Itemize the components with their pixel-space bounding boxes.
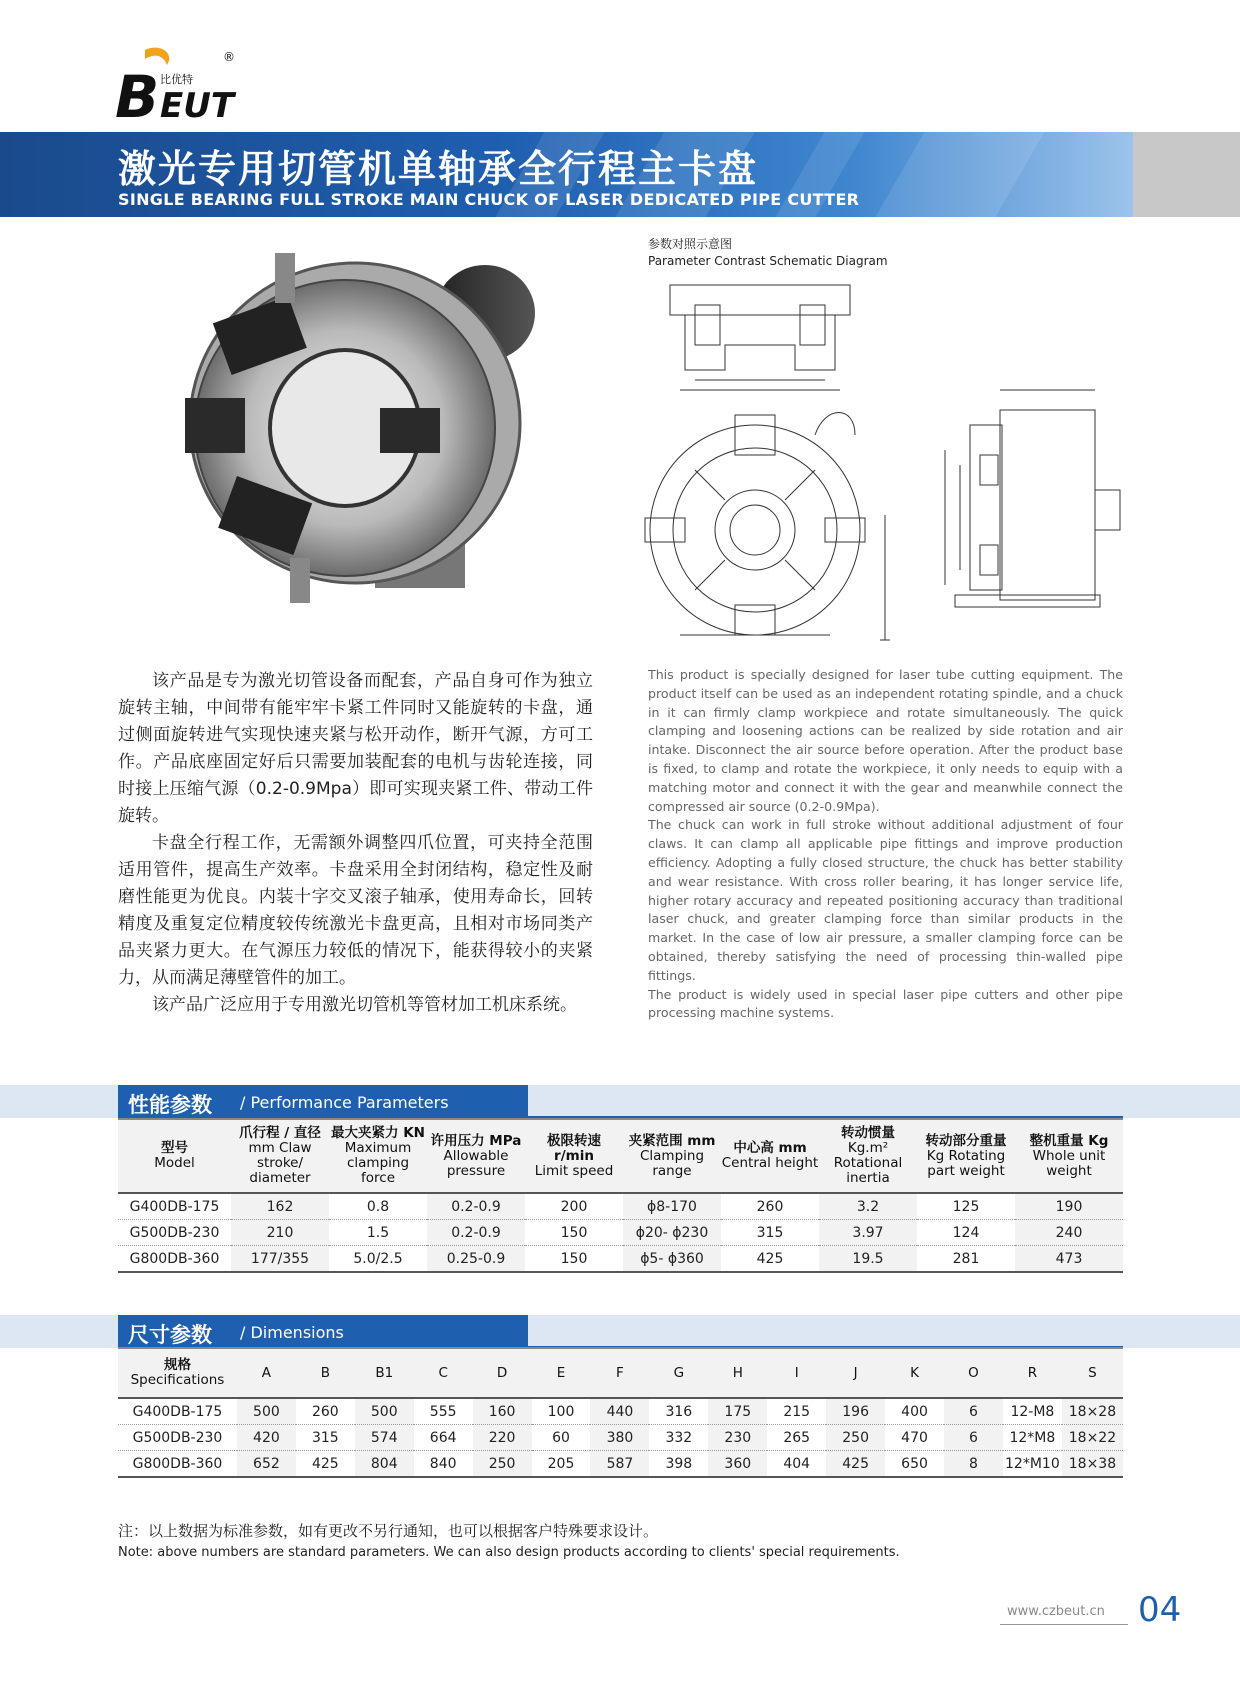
- header-specifications: 规格 Specifications: [118, 1348, 237, 1398]
- table-cell: 205: [532, 1451, 591, 1478]
- table-cell: 18×38: [1062, 1451, 1123, 1478]
- performance-header-row: [118, 1119, 1123, 1193]
- website-url: www.czbeut.cn: [1007, 1604, 1105, 1619]
- dimensions-header-row: [118, 1348, 1123, 1398]
- table-cell: 316: [649, 1398, 708, 1425]
- table-cell: 555: [414, 1398, 473, 1425]
- table-cell: 265: [767, 1425, 826, 1451]
- dimensions-section-title: [118, 1315, 528, 1348]
- product-photo: [180, 248, 540, 618]
- note-en: Note: above numbers are standard parameters. We can also design products according to clients' special requirements.: [118, 1545, 900, 1560]
- svg-text:比优特: 比优特: [160, 73, 193, 86]
- table-cell: 500: [237, 1398, 296, 1425]
- description-en-paragraph: The product is widely used in special laser pipe cutters and other pipe processing machine systems.: [648, 986, 1123, 1021]
- header-col: F: [590, 1348, 649, 1398]
- table-cell: 804: [355, 1451, 414, 1478]
- table-cell: 332: [649, 1425, 708, 1451]
- header-unit-weight: 整机重量 Kg Whole unit weight: [1015, 1119, 1123, 1193]
- performance-section-title: [118, 1085, 528, 1118]
- table-cell: 500: [355, 1398, 414, 1425]
- header-col: R: [1003, 1348, 1062, 1398]
- table-cell: 3.2: [819, 1193, 917, 1220]
- table-cell: ɸ5- ɸ360: [623, 1246, 721, 1273]
- table-cell: 260: [296, 1398, 355, 1425]
- table-cell: G400DB-175: [118, 1193, 231, 1220]
- header-col: B: [296, 1348, 355, 1398]
- header-col: E: [532, 1348, 591, 1398]
- table-cell: 574: [355, 1425, 414, 1451]
- diagram-label-en: Parameter Contrast Schematic Diagram: [648, 254, 888, 268]
- table-row: [118, 1246, 1123, 1273]
- table-cell: G400DB-175: [118, 1398, 237, 1425]
- table-cell: 160: [473, 1398, 532, 1425]
- table-cell: G500DB-230: [118, 1425, 237, 1451]
- page-title-zh: 激光专用切管机单轴承全行程主卡盘: [118, 147, 759, 191]
- header-clamping-range: 夹紧范围 mm Clamping range: [623, 1119, 721, 1193]
- header-clamping-force: 最大夹紧力 KN Maximum clamping force: [329, 1119, 427, 1193]
- header-rotating-weight: 转动部分重量 Kg Rotating part weight: [917, 1119, 1015, 1193]
- table-cell: 240: [1015, 1220, 1123, 1246]
- description-zh-paragraph: 卡盘全行程工作，无需额外调整四爪位置，可夹持全范围适用管件，提高生产效率。卡盘采用全封闭结构，稳定性及耐磨性能更为优良。内装十字交叉滚子轴承，使用寿命长，回转精度及重复定位精度较传统激光卡盘更高，且相对市场同类产品夹紧力更大。在气源压力较低的情况下，能获得较小的夹紧力，从而满足薄壁管件的加工。: [118, 833, 593, 988]
- table-cell: 420: [237, 1425, 296, 1451]
- header-rotational-inertia: 转动惯量 Kg.m² Rotational inertia: [819, 1119, 917, 1193]
- page-number: 04: [1138, 1590, 1182, 1630]
- table-cell: 100: [532, 1398, 591, 1425]
- table-row: [118, 1193, 1123, 1220]
- diagram-label: [648, 236, 888, 270]
- table-cell: 124: [917, 1220, 1015, 1246]
- table-cell: 18×28: [1062, 1398, 1123, 1425]
- table-cell: 8: [944, 1451, 1003, 1478]
- table-cell: 162: [231, 1193, 329, 1220]
- table-cell: 650: [885, 1451, 944, 1478]
- table-cell: 1.5: [329, 1220, 427, 1246]
- description-en-paragraph: The chuck can work in full stroke without additional adjustment of four claws. It can clamp all applicable pipe fittings and improve production efficiency. Adopting a fully closed structure, the chuck has better stability and wear resistance. With cross roller bearing, it has longer service life, higher rotary accuracy and repeated positioning accuracy than traditional laser chuck, and greater clamping force than similar products in the market. In the case of low air pressure, a smaller clamping force can be obtained, thereby satisfying the need of processing thin-walled pipe fittings.: [648, 817, 1123, 983]
- header-col: B1: [355, 1348, 414, 1398]
- table-cell: 19.5: [819, 1246, 917, 1273]
- header-col: I: [767, 1348, 826, 1398]
- table-cell: 60: [532, 1425, 591, 1451]
- table-cell: 315: [296, 1425, 355, 1451]
- table-cell: 664: [414, 1425, 473, 1451]
- table-row: [118, 1398, 1123, 1425]
- dimensions-table: [118, 1347, 1123, 1478]
- description-zh: [118, 668, 593, 1019]
- table-cell: ɸ8-170: [623, 1193, 721, 1220]
- table-row: [118, 1220, 1123, 1246]
- table-cell: 190: [1015, 1193, 1123, 1220]
- header-col: C: [414, 1348, 473, 1398]
- diagram-label-zh: 参数对照示意图: [648, 237, 733, 251]
- table-cell: 281: [917, 1246, 1015, 1273]
- table-cell: 0.25-0.9: [427, 1246, 525, 1273]
- table-cell: 150: [525, 1246, 623, 1273]
- brand-logo: [115, 45, 255, 125]
- table-cell: 196: [826, 1398, 885, 1425]
- table-cell: 12*M10: [1003, 1451, 1062, 1478]
- table-cell: 210: [231, 1220, 329, 1246]
- table-cell: 473: [1015, 1246, 1123, 1273]
- table-cell: 12*M8: [1003, 1425, 1062, 1451]
- table-cell: 175: [708, 1398, 767, 1425]
- table-cell: 652: [237, 1451, 296, 1478]
- table-cell: 360: [708, 1451, 767, 1478]
- note-zh: 注：以上数据为标准参数，如有更改不另行通知，也可以根据客户特殊要求设计。: [118, 1522, 659, 1540]
- table-cell: 840: [414, 1451, 473, 1478]
- description-zh-paragraph: 该产品是专为激光切管设备而配套，产品自身可作为独立旋转主轴，中间带有能牢牢卡紧工件同时又能旋转的卡盘，通过侧面旋转进气实现快速夹紧与松开动作，断开气源，方可工作。产品底座固定好后只需要加装配套的电机与齿轮连接，同时接上压缩气源（0.2-0.9Mpa）即可实现夹紧工件、带动工件旋转。: [118, 671, 593, 826]
- table-cell: 12-M8: [1003, 1398, 1062, 1425]
- table-cell: 425: [826, 1451, 885, 1478]
- performance-title-en: / Performance Parameters: [240, 1093, 449, 1112]
- table-row: [118, 1451, 1123, 1478]
- url-underline: [1000, 1624, 1128, 1625]
- table-cell: 6: [944, 1425, 1003, 1451]
- svg-text:EUT: EUT: [160, 86, 235, 125]
- table-cell: 587: [590, 1451, 649, 1478]
- header-model: 型号 Model: [118, 1119, 231, 1193]
- svg-text:®: ®: [223, 50, 235, 64]
- table-cell: 260: [721, 1193, 819, 1220]
- table-cell: 5.0/2.5: [329, 1246, 427, 1273]
- header-central-height: 中心高 mm Central height: [721, 1119, 819, 1193]
- table-cell: 440: [590, 1398, 649, 1425]
- table-cell: 315: [721, 1220, 819, 1246]
- table-cell: 125: [917, 1193, 1015, 1220]
- header-allowable-pressure: 许用压力 MPa Allowable pressure: [427, 1119, 525, 1193]
- table-cell: 150: [525, 1220, 623, 1246]
- table-cell: 425: [721, 1246, 819, 1273]
- table-cell: G800DB-360: [118, 1451, 237, 1478]
- table-cell: 0.2-0.9: [427, 1193, 525, 1220]
- table-cell: 18×22: [1062, 1425, 1123, 1451]
- table-cell: 177/355: [231, 1246, 329, 1273]
- description-en: [648, 666, 1123, 1023]
- table-cell: G500DB-230: [118, 1220, 231, 1246]
- description-zh-paragraph: 该产品广泛应用于专用激光切管机等管材加工机床系统。: [152, 995, 577, 1015]
- table-cell: 220: [473, 1425, 532, 1451]
- table-cell: G800DB-360: [118, 1246, 231, 1273]
- description-en-paragraph: This product is specially designed for laser tube cutting equipment. The product itself can be used as an independent rotating spindle, and a chuck in it can firmly clamp workpiece and rotate simultaneously. The quick clamping and loosening actions can be realized by side rotation and air intake. Disconnect the air source before operation. After the product base is fixed, to clamp and rotate the workpiece, it only needs to equip with a matching motor and connect it with the gear and meanwhile connect the compressed air source (0.2-0.9Mpa).: [648, 667, 1123, 814]
- table-cell: 398: [649, 1451, 708, 1478]
- table-cell: 250: [473, 1451, 532, 1478]
- page-title-en: SINGLE BEARING FULL STROKE MAIN CHUCK OF LASER DEDICATED PIPE CUTTER: [118, 190, 860, 209]
- header-col: O: [944, 1348, 1003, 1398]
- table-cell: 404: [767, 1451, 826, 1478]
- table-cell: 200: [525, 1193, 623, 1220]
- table-cell: 400: [885, 1398, 944, 1425]
- header-col: J: [826, 1348, 885, 1398]
- table-cell: 250: [826, 1425, 885, 1451]
- table-cell: 230: [708, 1425, 767, 1451]
- table-cell: 380: [590, 1425, 649, 1451]
- table-cell: 6: [944, 1398, 1003, 1425]
- dimensions-title-en: / Dimensions: [240, 1323, 344, 1342]
- header-col: S: [1062, 1348, 1123, 1398]
- schematic-diagram: [640, 275, 1140, 645]
- table-cell: 215: [767, 1398, 826, 1425]
- table-cell: 0.2-0.9: [427, 1220, 525, 1246]
- dimensions-title-zh: 尺寸参数: [128, 1323, 212, 1347]
- header-col: G: [649, 1348, 708, 1398]
- table-cell: ɸ20- ɸ230: [623, 1220, 721, 1246]
- header-claw-stroke: 爪行程 / 直径 mm Claw stroke/ diameter: [231, 1119, 329, 1193]
- header-col: H: [708, 1348, 767, 1398]
- header-limit-speed: 极限转速 r/min Limit speed: [525, 1119, 623, 1193]
- table-cell: 425: [296, 1451, 355, 1478]
- performance-table: [118, 1118, 1123, 1273]
- header-col: A: [237, 1348, 296, 1398]
- table-cell: 0.8: [329, 1193, 427, 1220]
- header-col: K: [885, 1348, 944, 1398]
- table-row: [118, 1425, 1123, 1451]
- header-col: D: [473, 1348, 532, 1398]
- svg-text:B: B: [115, 63, 160, 125]
- table-cell: 470: [885, 1425, 944, 1451]
- performance-title-zh: 性能参数: [128, 1093, 212, 1117]
- table-cell: 3.97: [819, 1220, 917, 1246]
- page-corner-tab: [1133, 132, 1240, 217]
